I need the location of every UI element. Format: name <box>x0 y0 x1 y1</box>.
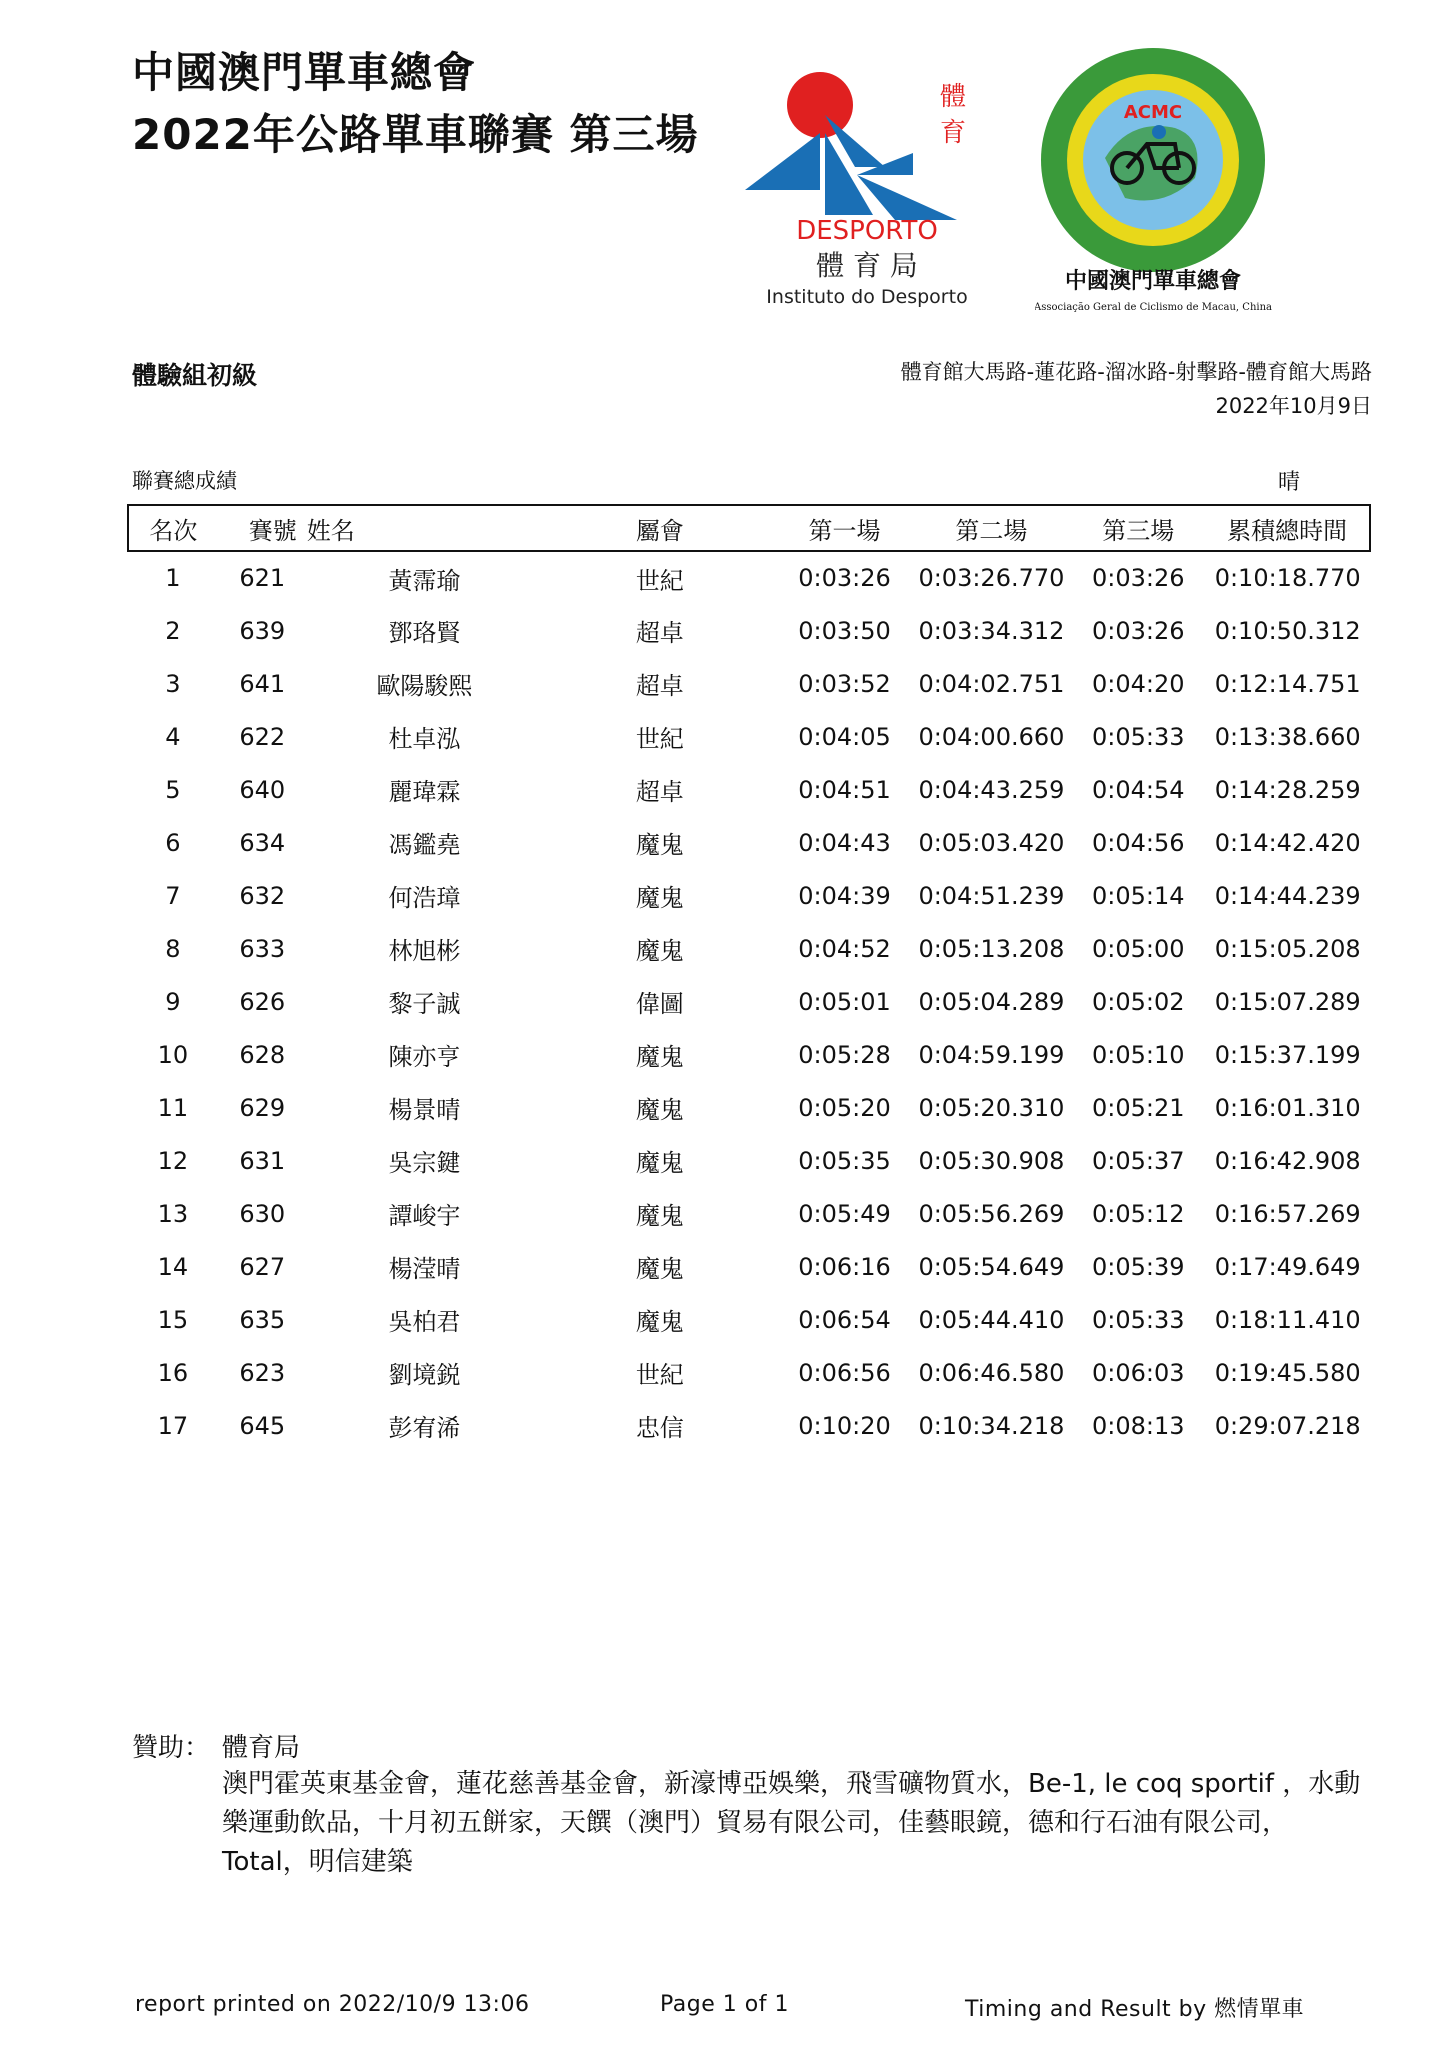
acmc-abbr-text: ACMC <box>1123 102 1183 123</box>
table-row <box>128 604 1370 657</box>
table-row <box>128 1134 1370 1187</box>
cell-total: 0:15:37.199 <box>1214 1040 1361 1069</box>
cell-r2: 0:10:34.218 <box>918 1411 1065 1440</box>
cell-r2: 0:05:44.410 <box>918 1305 1065 1334</box>
table-row <box>128 975 1370 1028</box>
cell-club: 忠信 <box>635 1414 684 1442</box>
cell-no: 639 <box>239 616 286 645</box>
cell-rank: 13 <box>157 1199 189 1228</box>
cell-name: 楊滢晴 <box>388 1255 461 1283</box>
route-text: 體育館大馬路-蓮花路-溜冰路-射擊路-體育館大馬路 <box>900 360 1372 384</box>
cell-club: 世紀 <box>635 566 684 595</box>
cell-no: 623 <box>239 1358 286 1387</box>
cell-total: 0:14:44.239 <box>1214 881 1361 910</box>
cell-rank: 14 <box>157 1252 189 1281</box>
cell-r3: 0:06:03 <box>1092 1358 1185 1387</box>
cell-r1: 0:06:16 <box>798 1252 891 1281</box>
cell-rank: 4 <box>165 722 181 751</box>
acmc-logo <box>1035 48 1285 318</box>
cell-total: 0:10:50.312 <box>1214 616 1361 645</box>
header-round1: 第一場 <box>778 505 912 551</box>
cell-no: 630 <box>239 1199 286 1228</box>
cell-club: 魔鬼 <box>635 1043 684 1071</box>
cell-r1: 0:10:20 <box>798 1411 891 1440</box>
cell-r3: 0:05:37 <box>1092 1146 1185 1175</box>
cell-r3: 0:05:10 <box>1092 1040 1185 1069</box>
cell-r2: 0:04:43.259 <box>918 775 1065 804</box>
cell-name: 杜卓泓 <box>388 725 461 753</box>
cell-r3: 0:05:33 <box>1092 722 1185 751</box>
cell-club: 超卓 <box>635 672 684 700</box>
header-no: 賽號 <box>218 505 307 551</box>
cell-r1: 0:05:35 <box>798 1146 891 1175</box>
cell-rank: 5 <box>165 775 181 804</box>
cell-total: 0:12:14.751 <box>1214 669 1361 698</box>
cell-r2: 0:05:04.289 <box>918 987 1065 1016</box>
table-header-row <box>128 505 1370 551</box>
cell-r1: 0:05:20 <box>798 1093 891 1122</box>
cell-club: 魔鬼 <box>635 1255 684 1283</box>
cell-rank: 17 <box>157 1411 189 1440</box>
cell-total: 0:19:45.580 <box>1214 1358 1361 1387</box>
cell-r1: 0:04:52 <box>798 934 891 963</box>
cell-total: 0:15:07.289 <box>1214 987 1361 1016</box>
results-subtitle: 聯賽總成績 <box>132 469 237 493</box>
cell-club: 超卓 <box>635 778 684 806</box>
cell-total: 0:13:38.660 <box>1214 722 1361 751</box>
cell-rank: 1 <box>165 564 181 592</box>
cell-r1: 0:05:49 <box>798 1199 891 1228</box>
header-rank: 名次 <box>128 505 218 551</box>
cell-no: 629 <box>239 1093 286 1122</box>
cell-club: 世紀 <box>635 725 684 753</box>
cell-total: 0:17:49.649 <box>1214 1252 1361 1281</box>
cell-r2: 0:05:03.420 <box>918 828 1065 857</box>
cell-rank: 10 <box>157 1040 189 1069</box>
cell-no: 632 <box>239 881 286 910</box>
cell-no: 641 <box>239 669 286 698</box>
category-label: 體驗組初級 <box>132 361 258 390</box>
results-table <box>127 504 1371 1452</box>
acmc-caption-pt: Associação Geral de Ciclismo de Macau, China <box>1035 302 1272 313</box>
cell-club: 魔鬼 <box>635 1096 684 1124</box>
cell-no: 645 <box>239 1411 286 1440</box>
sponsor-main: 體育局 <box>222 1733 301 1763</box>
cell-club: 魔鬼 <box>635 1202 684 1230</box>
ids-desporto-text: DESPORTO <box>796 216 938 246</box>
ids-pt-text: Instituto do Desporto <box>766 286 968 308</box>
cell-r1: 0:05:01 <box>798 987 891 1016</box>
cell-name: 吳柏君 <box>388 1308 461 1336</box>
cell-total: 0:29:07.218 <box>1214 1411 1361 1440</box>
instituto-do-desporto-logo <box>745 55 990 315</box>
cell-r2: 0:05:56.269 <box>918 1199 1065 1228</box>
cell-r1: 0:04:51 <box>798 775 891 804</box>
cell-rank: 12 <box>157 1146 189 1175</box>
cell-rank: 15 <box>157 1305 189 1334</box>
cell-name: 林旭彬 <box>388 937 461 965</box>
cell-no: 634 <box>239 828 286 857</box>
cell-name: 陳亦亨 <box>388 1043 461 1071</box>
cell-club: 偉圖 <box>635 990 684 1018</box>
cell-r2: 0:05:20.310 <box>918 1093 1065 1122</box>
cell-r1: 0:04:43 <box>798 828 891 857</box>
cell-r1: 0:03:50 <box>798 616 891 645</box>
cell-name: 劉境鋭 <box>388 1361 461 1389</box>
event-date: 2022年10月9日 <box>1215 394 1372 418</box>
cell-club: 世紀 <box>635 1361 684 1389</box>
cell-no: 633 <box>239 934 286 963</box>
cell-rank: 16 <box>157 1358 189 1387</box>
footer-page: Page 1 of 1 <box>660 1992 789 2017</box>
cell-total: 0:14:28.259 <box>1214 775 1361 804</box>
cell-r3: 0:05:00 <box>1092 934 1185 963</box>
cell-rank: 7 <box>165 881 181 910</box>
cell-r3: 0:04:54 <box>1092 775 1185 804</box>
cell-r2: 0:04:51.239 <box>918 881 1065 910</box>
cell-r2: 0:06:46.580 <box>918 1358 1065 1387</box>
cell-r1: 0:06:56 <box>798 1358 891 1387</box>
cell-name: 黃霈瑜 <box>388 566 461 595</box>
table-row <box>128 816 1370 869</box>
cell-rank: 6 <box>165 828 181 857</box>
table-row <box>128 551 1370 604</box>
cell-club: 超卓 <box>635 619 684 647</box>
cell-name: 馮鑑堯 <box>388 831 461 859</box>
header-name: 姓名 <box>307 505 542 551</box>
acmc-caption-cn: 中國澳門單車總會 <box>1064 268 1242 294</box>
cell-club: 魔鬼 <box>635 884 684 912</box>
cell-r1: 0:03:26 <box>798 564 891 592</box>
sponsor-list: 澳門霍英東基金會，蓮花慈善基金會，新濠博亞娛樂，飛雪礦物質水，Be-1, le coq sportif ，水動樂運動飲品，十月初五餅家，天饌（澳門）貿易有限公司，佳藝眼鏡，德和行石油有限公司，Total，明信建築 <box>222 1769 1361 1877</box>
weather-label: 晴 <box>1278 470 1301 495</box>
cell-name: 鄧珞賢 <box>388 619 461 647</box>
header-round2: 第二場 <box>912 505 1072 551</box>
cell-name: 楊景晴 <box>388 1096 461 1124</box>
cell-total: 0:15:05.208 <box>1214 934 1361 963</box>
cell-name: 譚峻宇 <box>388 1202 461 1230</box>
header-club: 屬會 <box>542 505 777 551</box>
cell-r3: 0:04:20 <box>1092 669 1185 698</box>
cell-r2: 0:03:26.770 <box>918 564 1065 592</box>
cell-no: 628 <box>239 1040 286 1069</box>
cell-total: 0:10:18.770 <box>1214 564 1361 592</box>
cell-r1: 0:03:52 <box>798 669 891 698</box>
footer-timing: Timing and Result by 燃情單車 <box>965 1997 1305 2022</box>
cell-no: 626 <box>239 987 286 1016</box>
cell-club: 魔鬼 <box>635 1149 684 1177</box>
cell-no: 621 <box>239 564 286 592</box>
table-row <box>128 1028 1370 1081</box>
page-title-line1: 中國澳門單車總會 <box>132 48 477 97</box>
table-row <box>128 1346 1370 1399</box>
cell-r1: 0:04:05 <box>798 722 891 751</box>
cell-r2: 0:05:13.208 <box>918 934 1065 963</box>
cell-total: 0:14:42.420 <box>1214 828 1361 857</box>
cell-name: 彭宥浠 <box>388 1414 461 1442</box>
table-row <box>128 710 1370 763</box>
cell-r2: 0:03:34.312 <box>918 616 1065 645</box>
cell-r3: 0:05:02 <box>1092 987 1185 1016</box>
footer-printed: report printed on 2022/10/9 13:06 <box>135 1992 530 2017</box>
cell-rank: 3 <box>165 669 181 698</box>
header-total: 累積總時間 <box>1205 505 1370 551</box>
cell-r2: 0:05:54.649 <box>918 1252 1065 1281</box>
cell-no: 635 <box>239 1305 286 1334</box>
cell-r1: 0:05:28 <box>798 1040 891 1069</box>
cell-r3: 0:05:14 <box>1092 881 1185 910</box>
cell-name: 歐陽駿熙 <box>376 672 473 700</box>
cell-r3: 0:08:13 <box>1092 1411 1185 1440</box>
cell-name: 麗瑋霖 <box>388 778 461 806</box>
table-row <box>128 869 1370 922</box>
cell-name: 何浩璋 <box>388 884 461 912</box>
cell-r3: 0:05:21 <box>1092 1093 1185 1122</box>
table-row <box>128 1399 1370 1452</box>
ids-side-text-1: 體 <box>940 82 967 112</box>
cell-r3: 0:05:33 <box>1092 1305 1185 1334</box>
table-row <box>128 1240 1370 1293</box>
sponsor-label: 贊助： <box>132 1733 211 1763</box>
ids-cn-text: 體 育 局 <box>816 249 918 282</box>
cell-name: 黎子誠 <box>388 990 461 1018</box>
page-title-line2: 2022年公路單車聯賽 第三場 <box>132 110 699 159</box>
header-round3: 第三場 <box>1071 505 1205 551</box>
cell-r3: 0:04:56 <box>1092 828 1185 857</box>
table-row <box>128 763 1370 816</box>
cell-no: 631 <box>239 1146 286 1175</box>
cell-rank: 9 <box>165 987 181 1016</box>
table-row <box>128 1081 1370 1134</box>
cell-r2: 0:05:30.908 <box>918 1146 1065 1175</box>
table-row <box>128 657 1370 710</box>
results-body <box>128 551 1370 1452</box>
cell-no: 622 <box>239 722 286 751</box>
cell-r3: 0:05:12 <box>1092 1199 1185 1228</box>
table-row <box>128 1293 1370 1346</box>
table-row <box>128 922 1370 975</box>
cell-club: 魔鬼 <box>635 831 684 859</box>
cell-club: 魔鬼 <box>635 937 684 965</box>
cell-r3: 0:03:26 <box>1092 616 1185 645</box>
cell-no: 640 <box>239 775 286 804</box>
cell-club: 魔鬼 <box>635 1308 684 1336</box>
cell-r2: 0:04:00.660 <box>918 722 1065 751</box>
cell-rank: 8 <box>165 934 181 963</box>
cell-r3: 0:05:39 <box>1092 1252 1185 1281</box>
cell-rank: 2 <box>165 616 181 645</box>
cell-r3: 0:03:26 <box>1092 564 1185 592</box>
cell-total: 0:16:01.310 <box>1214 1093 1361 1122</box>
cell-total: 0:16:57.269 <box>1214 1199 1361 1228</box>
table-row <box>128 1187 1370 1240</box>
cell-no: 627 <box>239 1252 286 1281</box>
cell-r2: 0:04:59.199 <box>918 1040 1065 1069</box>
cell-total: 0:16:42.908 <box>1214 1146 1361 1175</box>
cell-r1: 0:04:39 <box>798 881 891 910</box>
cell-total: 0:18:11.410 <box>1214 1305 1361 1334</box>
ids-side-text-2: 育 <box>940 118 967 148</box>
cell-r1: 0:06:54 <box>798 1305 891 1334</box>
cell-rank: 11 <box>157 1093 189 1122</box>
cell-name: 吳宗鍵 <box>388 1149 461 1177</box>
cell-r2: 0:04:02.751 <box>918 669 1065 698</box>
